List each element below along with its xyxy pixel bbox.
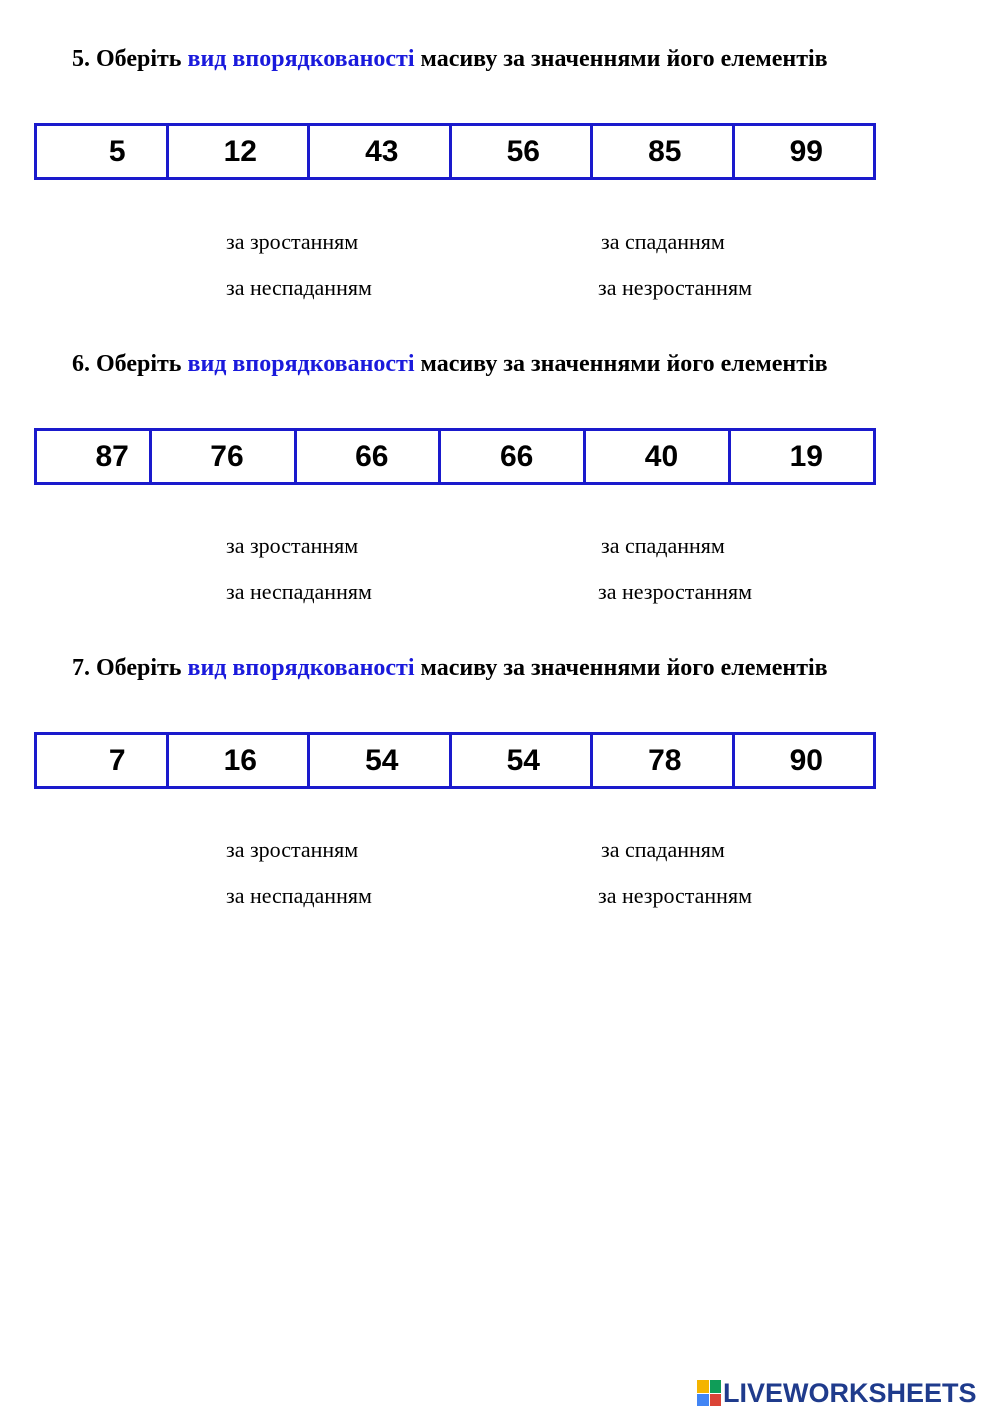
question-suffix: масиву за значеннями його елементів bbox=[420, 351, 828, 377]
array-7 bbox=[34, 732, 876, 789]
question-number: 5. bbox=[72, 46, 90, 72]
option-ascending[interactable]: за зростанням bbox=[226, 533, 359, 558]
array-cell: 99 bbox=[789, 134, 823, 168]
option-non-descending[interactable]: за неспаданням bbox=[226, 579, 372, 604]
question-highlight: вид впорядкованості bbox=[187, 655, 415, 681]
option-descending[interactable]: за спаданням bbox=[601, 533, 725, 558]
option-descending[interactable]: за спаданням bbox=[601, 229, 725, 254]
question-5-prompt bbox=[72, 46, 972, 73]
option-non-ascending[interactable]: за незростанням bbox=[598, 275, 752, 300]
array-5 bbox=[34, 123, 876, 180]
array-cell: 56 bbox=[452, 126, 594, 177]
array-cell: 7 bbox=[37, 735, 169, 786]
array-cell: 66 bbox=[441, 431, 586, 482]
question-suffix: масиву за значеннями його елементів bbox=[420, 46, 828, 72]
array-cell: 19 bbox=[789, 439, 823, 473]
array-cell: 85 bbox=[593, 126, 735, 177]
liveworksheets-logo bbox=[697, 1378, 977, 1408]
option-non-descending[interactable]: за неспаданням bbox=[226, 883, 372, 908]
question-7-prompt bbox=[72, 655, 972, 682]
logo-text: LIVEWORKSHEETS bbox=[723, 1377, 977, 1408]
option-non-descending[interactable]: за неспаданням bbox=[226, 275, 372, 300]
question-prefix: Оберіть bbox=[96, 351, 182, 377]
logo-badge-icon bbox=[697, 1380, 721, 1406]
array-cell: 12 bbox=[169, 126, 311, 177]
question-6-prompt bbox=[72, 351, 972, 378]
question-number: 6. bbox=[72, 351, 90, 377]
question-highlight: вид впорядкованості bbox=[187, 351, 415, 377]
array-cell: 66 bbox=[297, 431, 442, 482]
array-cell: 87 bbox=[37, 431, 152, 482]
option-ascending[interactable]: за зростанням bbox=[226, 837, 359, 862]
question-highlight: вид впорядкованості bbox=[187, 46, 415, 72]
array-cell: 54 bbox=[452, 735, 594, 786]
array-cell: 54 bbox=[310, 735, 452, 786]
option-ascending[interactable]: за зростанням bbox=[226, 229, 359, 254]
option-non-ascending[interactable]: за незростанням bbox=[598, 883, 752, 908]
array-cell: 40 bbox=[586, 431, 731, 482]
array-cell: 5 bbox=[37, 126, 169, 177]
array-cell: 16 bbox=[169, 735, 311, 786]
array-6 bbox=[34, 428, 876, 485]
question-number: 7. bbox=[72, 655, 90, 681]
array-cell: 43 bbox=[310, 126, 452, 177]
question-prefix: Оберіть bbox=[96, 655, 182, 681]
option-descending[interactable]: за спаданням bbox=[601, 837, 725, 862]
option-non-ascending[interactable]: за незростанням bbox=[598, 579, 752, 604]
array-cell: 78 bbox=[593, 735, 735, 786]
array-cell: 90 bbox=[789, 743, 823, 777]
question-suffix: масиву за значеннями його елементів bbox=[420, 655, 828, 681]
array-cell: 76 bbox=[152, 431, 297, 482]
question-prefix: Оберіть bbox=[96, 46, 182, 72]
